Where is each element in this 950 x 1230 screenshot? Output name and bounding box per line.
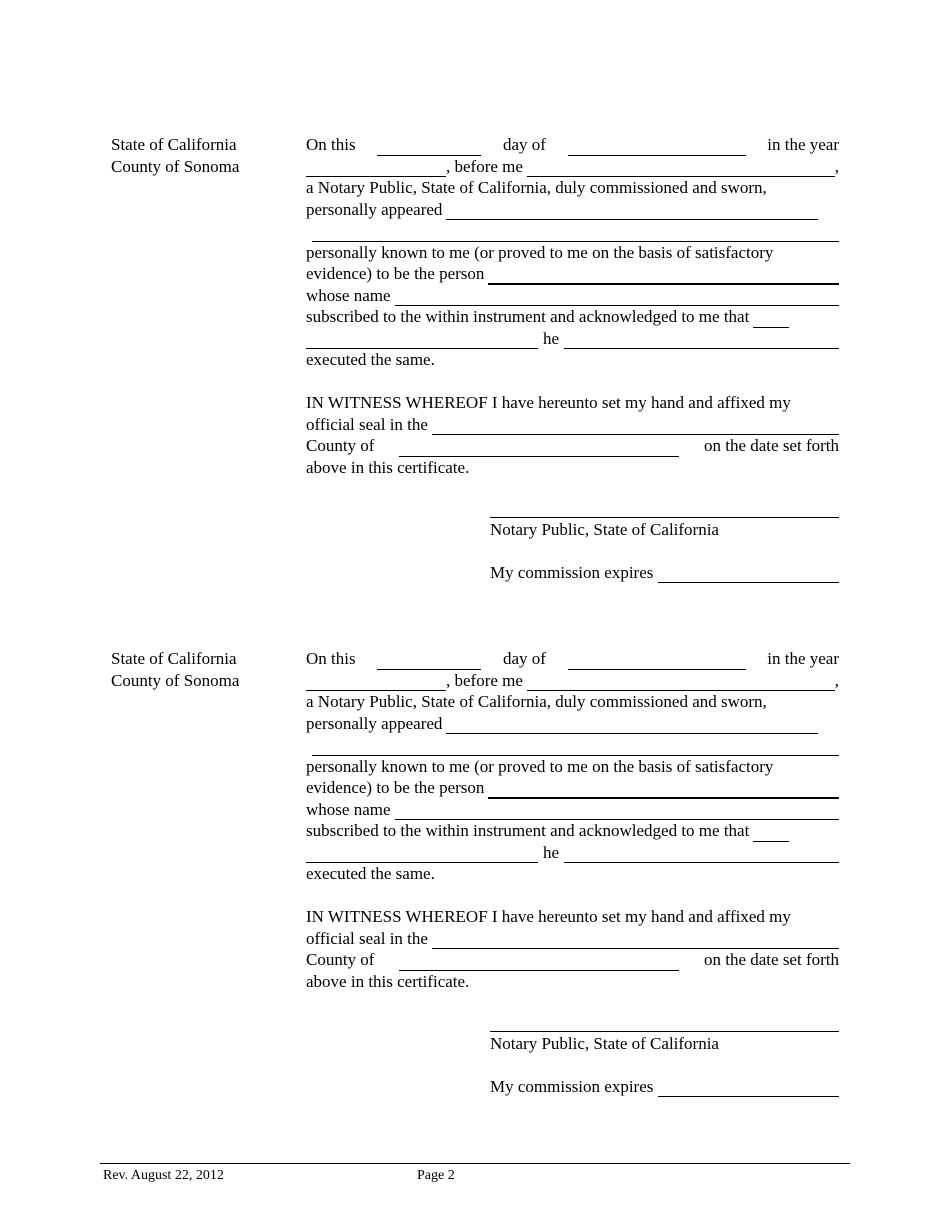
month-field[interactable] (568, 139, 746, 156)
year-field[interactable] (306, 674, 446, 691)
he-label: he (543, 842, 560, 862)
evidence-label: evidence) to be the person (306, 778, 485, 797)
venue-state: State of California (111, 135, 237, 154)
personally-appeared-label: personally appeared (306, 713, 443, 733)
capacity-field[interactable] (306, 846, 538, 863)
day-of-label: day of (502, 649, 546, 668)
notary-name-field[interactable] (527, 160, 835, 177)
county-of-label: County of (306, 950, 375, 969)
notary-name-field[interactable] (527, 674, 835, 691)
comma: , (834, 670, 839, 690)
in-the-year-label: in the year (767, 649, 839, 668)
on-this-label: On this (306, 135, 356, 154)
executed-text: executed the same. (306, 864, 435, 883)
venue-county: County of Sonoma (111, 156, 240, 176)
subscribed-text: subscribed to the within instrument and acknowledged to me that (306, 821, 750, 840)
notary-signature-block (490, 1031, 839, 1097)
in-the-year-label: in the year (767, 135, 839, 154)
person-field[interactable] (488, 267, 839, 285)
whose-name-field[interactable] (395, 803, 839, 820)
notary-signature-label: Notary Public, State of California (490, 1033, 719, 1053)
he-label: he (543, 328, 560, 348)
official-seal-label: official seal in the (306, 928, 428, 948)
day-field[interactable] (377, 653, 481, 670)
whose-name-label: whose name (306, 799, 391, 819)
acknowledgment-body (306, 648, 839, 992)
executed-field[interactable] (564, 332, 839, 349)
known-text: personally known to me (or proved to me on the basis of satisfactory (306, 756, 774, 776)
seal-location-field[interactable] (432, 418, 839, 435)
venue-state: State of California (111, 649, 237, 668)
county-of-label: County of (306, 436, 375, 455)
appeared-field-continued[interactable] (312, 225, 839, 242)
month-field[interactable] (568, 653, 746, 670)
before-me-label: , before me (446, 670, 523, 690)
known-text: personally known to me (or proved to me on the basis of satisfactory (306, 242, 774, 262)
county-field[interactable] (399, 440, 679, 457)
notary-signature-block (490, 517, 839, 583)
above-certificate-text: above in this certificate. (306, 457, 470, 477)
before-me-label: , before me (446, 156, 523, 176)
above-certificate-text: above in this certificate. (306, 971, 470, 991)
commission-expires-label: My commission expires (490, 562, 654, 582)
acknowledged-field[interactable] (753, 825, 789, 842)
commission-expires-field[interactable] (658, 566, 839, 583)
witness-text: IN WITNESS WHEREOF I have hereunto set my hand and affixed my (306, 907, 791, 926)
county-field[interactable] (399, 954, 679, 971)
witness-text: IN WITNESS WHEREOF I have hereunto set my hand and affixed my (306, 393, 791, 412)
appeared-field[interactable] (446, 203, 818, 220)
evidence-label: evidence) to be the person (306, 264, 485, 283)
acknowledgment-body (306, 134, 839, 478)
footer-divider (100, 1163, 850, 1164)
day-field[interactable] (377, 139, 481, 156)
acknowledged-field[interactable] (753, 311, 789, 328)
notary-commission-text: a Notary Public, State of California, duly commissioned and sworn, (306, 692, 767, 711)
notary-commission-text: a Notary Public, State of California, duly commissioned and sworn, (306, 178, 767, 197)
notary-signature-label: Notary Public, State of California (490, 519, 719, 539)
day-of-label: day of (502, 135, 546, 154)
appeared-field[interactable] (446, 717, 818, 734)
subscribed-text: subscribed to the within instrument and acknowledged to me that (306, 307, 750, 326)
appeared-field-continued[interactable] (312, 739, 839, 756)
footer-page-number: Page 2 (417, 1168, 455, 1183)
on-this-label: On this (306, 649, 356, 668)
venue (111, 648, 291, 691)
official-seal-label: official seal in the (306, 414, 428, 434)
venue-county: County of Sonoma (111, 670, 240, 690)
whose-name-label: whose name (306, 285, 391, 305)
whose-name-field[interactable] (395, 289, 839, 306)
commission-expires-field[interactable] (658, 1080, 839, 1097)
year-field[interactable] (306, 160, 446, 177)
comma: , (834, 156, 839, 176)
executed-field[interactable] (564, 846, 839, 863)
capacity-field[interactable] (306, 332, 538, 349)
executed-text: executed the same. (306, 350, 435, 369)
footer-revision: Rev. August 22, 2012 (103, 1168, 224, 1183)
commission-expires-label: My commission expires (490, 1076, 654, 1096)
venue (111, 134, 291, 177)
date-set-forth-label: on the date set forth (703, 950, 839, 969)
person-field[interactable] (488, 781, 839, 799)
seal-location-field[interactable] (432, 932, 839, 949)
personally-appeared-label: personally appeared (306, 199, 443, 219)
date-set-forth-label: on the date set forth (703, 436, 839, 455)
